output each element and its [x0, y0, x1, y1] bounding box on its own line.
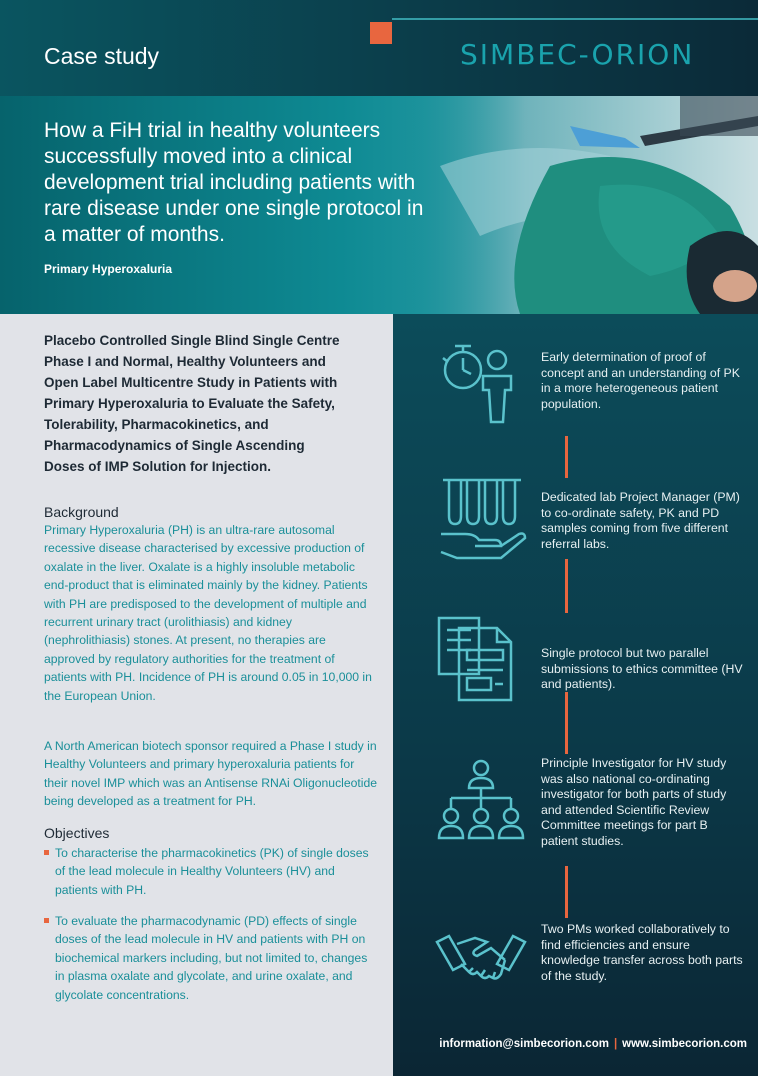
- objective-text: To characterise the pharmacokinetics (PK) of single doses of the lead molecule in Healthy Volunteers (HV) and patients with PH.: [55, 846, 369, 897]
- objective-text: To evaluate the pharmacodynamic (PD) effects of single doses of the lead molecule in HV and patients with PH on biochemical markers including, but not limited to, changes in plasma oxalate and glycolate, and urine oxalate, and glycolate concentrations.: [55, 914, 368, 1002]
- bullet-square: [44, 918, 49, 923]
- header: [0, 0, 758, 96]
- connector-line: [565, 692, 568, 754]
- clinical-photo: [400, 96, 758, 314]
- email-link[interactable]: information@simbecorion.com: [439, 1038, 609, 1050]
- feature-text: Two PMs worked collaboratively to find efficiencies and ensure knowledge transfer across both parts of the study.: [541, 922, 743, 983]
- objectives-heading: Objectives: [44, 825, 110, 841]
- bullet-square: [44, 850, 49, 855]
- feature-text: Dedicated lab Project Manager (PM) to co-ordinate safety, PK and PD samples coming from five different referral labs.: [541, 490, 740, 551]
- hero-banner: [0, 96, 758, 314]
- handshake-icon: [435, 912, 527, 1004]
- hero-subtitle: Primary Hyperoxaluria: [44, 262, 173, 276]
- website-link[interactable]: www.simbecorion.com: [622, 1038, 747, 1050]
- feature-text: Single protocol but two parallel submissions to ethics committee (HV and patients).: [541, 646, 743, 692]
- footer-contact: [417, 1038, 747, 1050]
- footer-separator: |: [613, 1038, 618, 1050]
- connector-line: [565, 436, 568, 478]
- connector-line: [565, 559, 568, 613]
- test-tubes-hand-icon: [435, 474, 527, 566]
- background-heading: Background: [44, 504, 119, 520]
- brand-logo: SIMBEC-ORION: [460, 38, 695, 71]
- case-study-label: Case study: [44, 43, 160, 69]
- org-chart-icon: [435, 758, 527, 850]
- accent-square: [370, 22, 392, 44]
- stopwatch-person-icon: [435, 336, 527, 428]
- connector-line: [565, 866, 568, 918]
- objective-item: [44, 912, 369, 1004]
- feature-text: Early determination of proof of concept and an understanding of PK in a more heterogeneous patient population.: [541, 350, 740, 411]
- header-rule: [392, 18, 758, 20]
- objective-item: [44, 844, 369, 899]
- background-paragraph-2: A North American biotech sponsor required a Phase I study in Healthy Volunteers and primary hyperoxaluria patients for their novel IMP which was an Antisense RNAi Oligonucleotide being developed as a treatment for PH.: [44, 739, 378, 809]
- documents-icon: [435, 614, 527, 706]
- background-paragraph-1: Primary Hyperoxaluria (PH) is an ultra-rare autosomal recessive disease characterised by excessive production of oxalate in the liver. Oxalate is a highly insoluble metabolic end-product that is eliminated mainly by the kidney. Patients with PH are predisposed to the development of multiple and recurrent urinary tract (urolithiasis) and kidney (nephrolithiasis) stones. At present, no therapies are approved by regulatory authorities for the treatment of patients with PH. Incidence of PH is around 0.05 in 10,000 in the European Union.: [44, 523, 372, 703]
- left-column: [0, 314, 393, 1076]
- study-title: Placebo Controlled Single Blind Single Centre Phase I and Normal, Healthy Volunteers and Open Label Multicentre Study in Patients with Primary Hyperoxaluria to Evaluate the Safety, Tolerability, Pharmacokinetics, and Pharmacodynamics of Single Ascending Doses of IMP Solution for Injection.: [44, 333, 340, 474]
- hero-title: How a FiH trial in healthy volunteers successfully moved into a clinical development trial including patients with rare disease under one single protocol in a matter of months.: [44, 119, 424, 246]
- right-column: [393, 314, 758, 1076]
- feature-text: Principle Investigator for HV study was also national co-ordinating investigator for both parts of study and attended Scientific Review Committee meetings for part B patient studies.: [541, 756, 727, 848]
